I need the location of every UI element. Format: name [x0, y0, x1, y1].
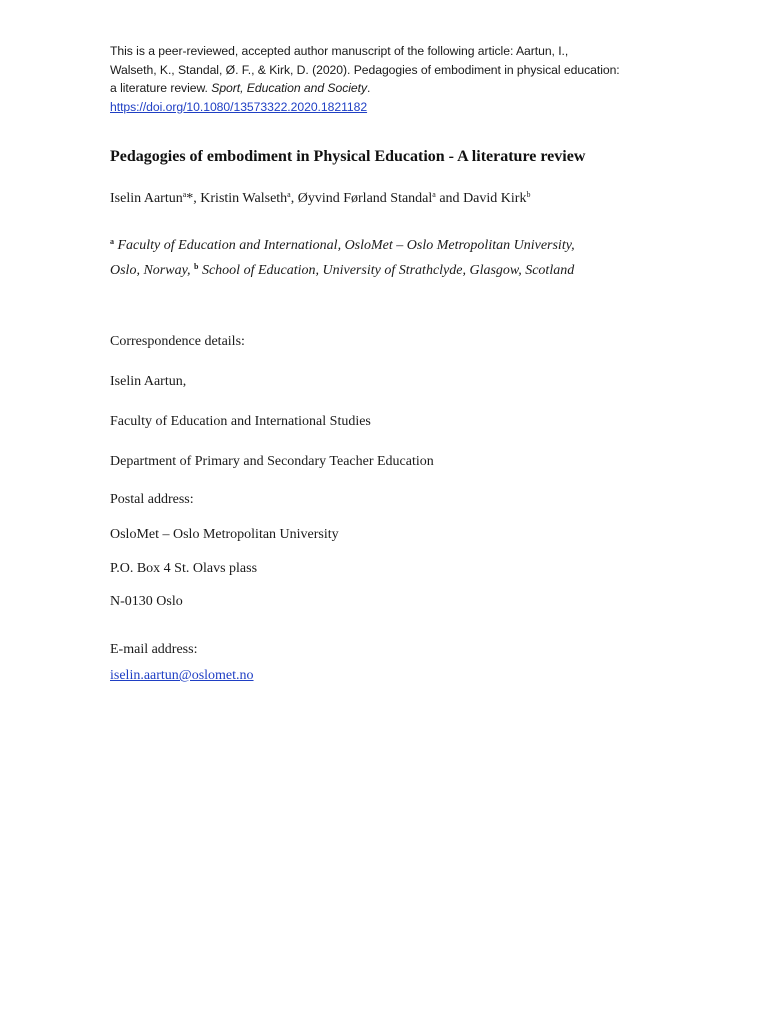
- author-1: Iselin Aartun: [110, 191, 183, 206]
- author-3: Øyvind Førland Standal: [297, 191, 433, 206]
- affil-a-location: Oslo, Norway,: [110, 263, 195, 278]
- correspondence-name: Iselin Aartun,: [110, 374, 187, 389]
- notice-line-3: [110, 79, 670, 98]
- correspondence-heading: Correspondence details:: [110, 334, 245, 349]
- postal-institution: OsloMet – Oslo Metropolitan University: [110, 527, 339, 542]
- postal-address-label: Postal address:: [110, 492, 194, 507]
- corresponding-mark: *,: [186, 191, 201, 206]
- affil-b-marker: b: [194, 262, 199, 271]
- doi-link[interactable]: https://doi.org/10.1080/13573322.2020.1821182: [110, 99, 368, 114]
- postal-po-box: P.O. Box 4 St. Olavs plass: [110, 561, 258, 576]
- author-1-affil: a: [182, 190, 187, 199]
- notice-line-2: Walseth, K., Standal, Ø. F., & Kirk, D. (2020). Pedagogies of embodiment in physical education:: [110, 62, 620, 77]
- notice-line-3-text: a literature review.: [110, 81, 212, 95]
- notice-line-3-end: .: [367, 81, 371, 95]
- correspondence-faculty: Faculty of Education and International Studies: [110, 414, 371, 429]
- affil-a-marker: a: [110, 237, 114, 246]
- author-separator: ,: [290, 191, 298, 206]
- correspondence-department: Department of Primary and Secondary Teacher Education: [110, 454, 434, 469]
- doi-line: [110, 98, 670, 117]
- manuscript-notice: [110, 42, 670, 116]
- article-title: Pedagogies of embodiment in Physical Education - A literature review: [110, 148, 586, 165]
- author-2: Kristin Walseth: [200, 191, 288, 206]
- email-link[interactable]: iselin.aartun@oslomet.no: [110, 668, 254, 683]
- postal-city: N-0130 Oslo: [110, 594, 183, 609]
- journal-name: Sport, Education and Society: [211, 81, 368, 95]
- author-3-affil: a: [432, 190, 436, 199]
- author-4: David Kirk: [463, 191, 527, 206]
- affil-b-text: School of Education, University of Strathclyde, Glasgow, Scotland: [198, 263, 575, 278]
- author-list: [110, 190, 530, 207]
- author-2-affil: a: [287, 190, 291, 199]
- author-4-affil: b: [526, 190, 531, 199]
- email-label: E-mail address:: [110, 642, 198, 657]
- affil-a-text: Faculty of Education and International, OsloMet – Oslo Metropolitan University,: [114, 238, 575, 253]
- author-separator: and: [435, 191, 464, 206]
- affiliation-line-2: [110, 254, 574, 283]
- notice-line-1: This is a peer-reviewed, accepted author manuscript of the following article: Aartun, I.,: [110, 44, 569, 58]
